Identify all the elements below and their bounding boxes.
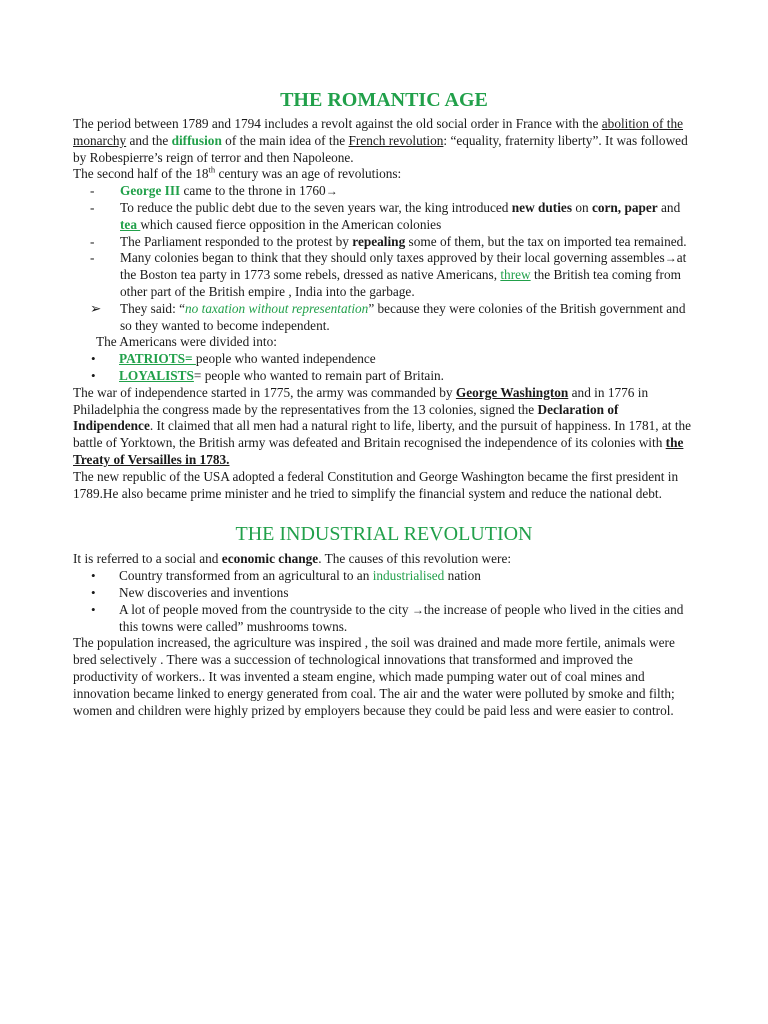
bullet-icon: • xyxy=(91,568,96,584)
bullet-icon: • xyxy=(91,584,96,600)
republic-paragraph: The new republic of the USA adopted a federal Constitution and George Washington became the first president in 1789.He also became prime minister and he tried to simplify the financial system and reduce the national debt. xyxy=(73,468,679,501)
new-duties-term: new duties xyxy=(511,199,572,215)
arrowhead-bullet-icon: ➢ xyxy=(90,300,102,316)
loyalists-term: LOYALISTS xyxy=(119,367,194,383)
list-item: - Many colonies began to think that they should only taxes approved by their local governing assembles→at the Boston tea party in 1773 some rebels, dressed as native Americans, threw the British tea coming from other part of the British empire , India into the garbage. xyxy=(90,250,687,299)
bullet-icon: • xyxy=(91,601,96,617)
industrialised-term: industrialised xyxy=(372,568,445,584)
george-iii-term: George III xyxy=(120,183,181,199)
list-item: • A lot of people moved from the countryside to the city →the increase of people who lived in the cities and this towns were called” mushrooms towns. xyxy=(91,601,684,634)
list-item: - To reduce the public debt due to the seven years war, the king introduced new duties on corn, paper and tea which caused fierce opposition in the American colonies xyxy=(90,199,681,232)
list-item: - George III came to the throne in 1760→ xyxy=(90,183,338,199)
george-washington-term: George Washington xyxy=(455,384,569,400)
bullet-icon: • xyxy=(91,351,96,367)
list-item: • New discoveries and inventions xyxy=(91,584,289,600)
dash-marker: - xyxy=(90,199,95,215)
diffusion-term: diffusion xyxy=(171,132,222,148)
tea-term: tea xyxy=(120,216,141,232)
war-paragraph: The war of independence started in 1775, the army was commanded by George Washington and in 1776 in Philadelphia the congress made by the representatives from the 13 colonies, signed the Declaration of Indipendence. It claimed that all men had a natural right to life, liberty, and the pursuit of happiness. In 1781, at the battle of Yorktown, the British army was defeated and Britain recognised the independence of its colonies with the Treaty of Versailles in 1783. xyxy=(73,384,692,467)
divided-line: The Americans were divided into: xyxy=(96,334,277,350)
list-item: • Country transformed from an agricultural to an industrialised nation xyxy=(91,568,481,584)
bullet-icon: • xyxy=(91,367,96,383)
revolutions-paragraph: The second half of the 18th century was an age of revolutions: xyxy=(73,164,402,182)
dash-marker: - xyxy=(90,233,95,249)
list-item: • LOYALISTS= people who wanted to remain part of Britain. xyxy=(91,367,445,383)
list-item: ➢ They said: “no taxation without representation” because they were colonies of the British government and so they wanted to become independent. xyxy=(90,300,686,333)
patriots-term: PATRIOTS= xyxy=(119,351,196,367)
arrow-icon: → xyxy=(664,251,677,266)
dash-marker: - xyxy=(90,183,95,199)
romantic-age-title: THE ROMANTIC AGE xyxy=(280,89,488,111)
dash-marker: - xyxy=(90,250,95,266)
economic-change-term: economic change xyxy=(221,551,319,567)
arrow-icon: → xyxy=(325,184,338,199)
corn-paper-term: corn, paper xyxy=(591,199,658,215)
intro-paragraph: The period between 1789 and 1794 includes a revolt against the old social order in France with the abolition of the monarchy and the diffusion of the main idea of the French revolution: “equality, fraternity liberty”. It was followed by Robespierre’s reign of terror and then Napoleone. xyxy=(73,116,688,165)
repealing-term: repealing xyxy=(352,233,406,249)
list-item: • PATRIOTS= people who wanted independence xyxy=(91,351,376,367)
treaty-term: the Treaty of Versailles in 1783. xyxy=(73,435,684,467)
industrial-paragraph: The population increased, the agriculture was inspired , the soil was drained and made more fertile, animals were bred selectively . There was a succession of technological innovations that transformed and improved the productivity of workers.. It was invented a steam engine, which made pumping water out of coal mines and innovation became linked to energy generated from coal. The air and the water were polluted by smoke and filth; women and children were highly prized by employers because they could be paid less and were easier to control. xyxy=(73,635,675,718)
threw-term: threw xyxy=(500,267,531,283)
document-body xyxy=(73,88,695,719)
arrow-icon: → xyxy=(411,602,424,617)
abolition-link-text: abolition of the monarchy xyxy=(73,116,684,148)
list-item: - The Parliament responded to the protest by repealing some of them, but the tax on imported tea remained. xyxy=(90,233,687,249)
industrial-revolution-title: THE INDUSTRIAL REVOLUTION xyxy=(235,523,533,546)
french-revolution-term: French revolution xyxy=(348,132,444,148)
industrial-intro: It is referred to a social and economic change. The causes of this revolution were: xyxy=(73,551,512,567)
slogan-quote: no taxation without representation xyxy=(185,300,369,316)
declaration-term: Declaration of Indipendence xyxy=(73,401,619,434)
